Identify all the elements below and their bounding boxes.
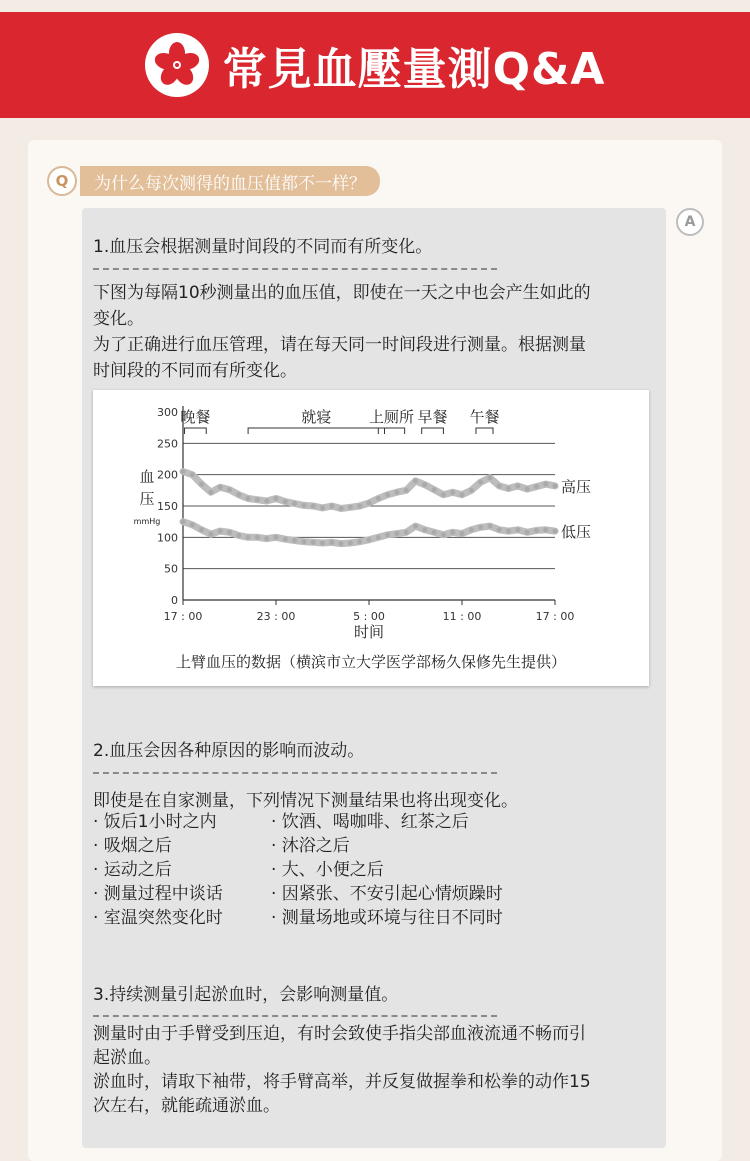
data-point bbox=[283, 499, 288, 504]
data-point bbox=[227, 487, 232, 492]
data-point bbox=[432, 530, 437, 535]
data-point bbox=[320, 540, 325, 545]
list-item: · 测量场地或环境与往日不同时 bbox=[271, 908, 503, 928]
data-point bbox=[264, 536, 269, 541]
data-point bbox=[190, 522, 195, 527]
data-point bbox=[469, 488, 474, 493]
list-item: · 饭后1小时之内 bbox=[93, 812, 217, 832]
data-point bbox=[208, 532, 213, 537]
data-point bbox=[441, 492, 446, 497]
section3-divider bbox=[93, 1015, 497, 1017]
data-point bbox=[525, 530, 530, 535]
data-point bbox=[320, 505, 325, 510]
data-point bbox=[385, 532, 390, 537]
section3-line: 次左右，就能疏通淤血。 bbox=[93, 1096, 280, 1116]
section3-line: 起淤血。 bbox=[93, 1048, 161, 1068]
data-point bbox=[525, 487, 530, 492]
data-point bbox=[292, 538, 297, 543]
section3-body bbox=[93, 1022, 653, 1118]
data-point bbox=[367, 500, 372, 505]
y-tick-label: 100 bbox=[157, 531, 178, 545]
section2-bullet-list bbox=[93, 810, 503, 930]
data-point bbox=[236, 492, 241, 497]
x-tick-label: 11 : 00 bbox=[442, 610, 482, 623]
period-bracket bbox=[422, 428, 444, 434]
data-point bbox=[339, 506, 344, 511]
section2-intro: 即使是在自家测量，下列情况下测量结果也将出现变化。 bbox=[93, 791, 518, 811]
data-point bbox=[208, 490, 213, 495]
data-point bbox=[329, 540, 334, 545]
question-label: 为什么每次测得的血压值都不一样？ bbox=[80, 166, 380, 196]
data-point bbox=[450, 490, 455, 495]
data-point bbox=[553, 483, 558, 488]
y-tick-label: 150 bbox=[157, 500, 178, 513]
data-point bbox=[478, 525, 483, 530]
section1-line: 为了正确进行血压管理，请在每天同一时间段进行测量。根据测量 bbox=[93, 335, 586, 355]
data-point bbox=[255, 535, 260, 540]
data-point bbox=[534, 528, 539, 533]
data-point bbox=[497, 527, 502, 532]
period-bracket bbox=[476, 428, 493, 434]
x-tick-label: 17 : 00 bbox=[535, 610, 575, 623]
data-point bbox=[264, 498, 269, 503]
data-point bbox=[255, 497, 260, 502]
data-point bbox=[515, 527, 520, 532]
data-point bbox=[376, 535, 381, 540]
data-point bbox=[274, 496, 279, 501]
data-point bbox=[311, 504, 316, 509]
section1-line: 时间段的不同而有所变化。 bbox=[93, 361, 297, 381]
period-label: 就寝 bbox=[301, 408, 332, 426]
data-point bbox=[497, 483, 502, 488]
data-point bbox=[543, 482, 548, 487]
y-tick-label: 250 bbox=[157, 437, 178, 451]
data-point bbox=[283, 537, 288, 542]
data-point bbox=[301, 539, 306, 544]
x-axis-label: 时间 bbox=[353, 623, 385, 641]
period-bracket bbox=[378, 428, 404, 434]
data-point bbox=[404, 530, 409, 535]
data-point bbox=[199, 482, 204, 487]
question-badge-icon: Q bbox=[47, 166, 77, 196]
data-point bbox=[394, 490, 399, 495]
data-point bbox=[292, 501, 297, 506]
series-label: 低压 bbox=[561, 523, 592, 542]
sakura-logo-icon bbox=[145, 33, 209, 97]
data-point bbox=[367, 537, 372, 542]
section1-heading: 1.血压会根据测量时间段的不同而有所变化。 bbox=[93, 237, 433, 257]
data-point bbox=[506, 529, 511, 534]
data-point bbox=[432, 487, 437, 492]
y-axis-unit: mmHg bbox=[133, 517, 161, 526]
section1-line: 下图为每隔10秒测量出的血压值，即使在一天之中也会产生如此的 bbox=[93, 283, 591, 303]
data-point bbox=[553, 529, 558, 534]
y-tick-label: 200 bbox=[157, 468, 178, 482]
data-point bbox=[450, 530, 455, 535]
y-tick-label: 50 bbox=[164, 562, 178, 576]
period-bracket bbox=[185, 428, 207, 434]
data-point bbox=[236, 533, 241, 538]
data-point bbox=[422, 527, 427, 532]
list-item: · 运动之后 bbox=[93, 860, 172, 880]
data-point bbox=[218, 529, 223, 534]
x-tick-label: 17 : 00 bbox=[163, 610, 203, 623]
data-point bbox=[469, 527, 474, 532]
section2-divider bbox=[93, 772, 497, 774]
x-tick-label: 23 : 00 bbox=[256, 610, 296, 623]
data-point bbox=[460, 492, 465, 497]
data-point bbox=[357, 539, 362, 544]
data-point bbox=[385, 492, 390, 497]
data-point bbox=[199, 527, 204, 532]
period-label: 上厕所 bbox=[368, 408, 414, 426]
series-label: 高压 bbox=[561, 477, 592, 496]
section3-line: 淤血时，请取下袖带，将手臂高举，并反复做握拳和松拳的动作15 bbox=[93, 1072, 591, 1092]
y-tick-label: 0 bbox=[171, 594, 178, 607]
data-point bbox=[227, 530, 232, 535]
data-point bbox=[357, 504, 362, 509]
list-item: · 测量过程中谈话 bbox=[93, 884, 223, 904]
section1-body bbox=[93, 280, 653, 384]
section3-heading: 3.持续测量引起淤血时，会影响测量值。 bbox=[93, 985, 399, 1005]
x-tick-label: 5 : 00 bbox=[353, 610, 385, 623]
page-title: 常見血壓量測Q&A bbox=[222, 44, 606, 95]
blood-pressure-chart-svg bbox=[93, 390, 649, 686]
data-point bbox=[311, 540, 316, 545]
section1-line: 变化。 bbox=[93, 309, 144, 329]
data-point bbox=[460, 531, 465, 536]
data-point bbox=[301, 503, 306, 508]
data-point bbox=[339, 541, 344, 546]
data-point bbox=[246, 496, 251, 501]
list-item: · 因紧张、不安引起心情烦躁时 bbox=[271, 884, 503, 904]
y-axis-label: 血 bbox=[139, 468, 155, 486]
data-point bbox=[274, 535, 279, 540]
period-label: 午餐 bbox=[469, 408, 500, 426]
list-item: · 大、小便之后 bbox=[271, 860, 384, 880]
section1-divider bbox=[93, 268, 497, 270]
data-point bbox=[190, 472, 195, 477]
list-item: · 沐浴之后 bbox=[271, 836, 350, 856]
blood-pressure-chart bbox=[93, 390, 649, 686]
data-point bbox=[543, 527, 548, 532]
data-point bbox=[487, 475, 492, 480]
data-point bbox=[413, 524, 418, 529]
answer-badge-icon: A bbox=[676, 208, 704, 236]
data-point bbox=[246, 535, 251, 540]
header-banner bbox=[0, 12, 750, 118]
list-item: · 室温突然变化时 bbox=[93, 908, 223, 928]
list-item: · 饮酒、喝咖啡、红茶之后 bbox=[271, 812, 469, 832]
data-point bbox=[422, 482, 427, 487]
data-point bbox=[376, 496, 381, 501]
data-point bbox=[506, 486, 511, 491]
data-point bbox=[404, 488, 409, 493]
data-point bbox=[478, 480, 483, 485]
period-bracket bbox=[248, 428, 384, 434]
data-point bbox=[534, 484, 539, 489]
data-point bbox=[218, 485, 223, 490]
data-point bbox=[487, 524, 492, 529]
y-axis-label: 压 bbox=[139, 490, 155, 508]
chart-caption: 上臂血压的数据（横滨市立大学医学部杨久保修先生提供） bbox=[175, 653, 567, 671]
data-point bbox=[413, 478, 418, 483]
section3-line: 测量时由于手臂受到压迫，有时会致使手指尖部血液流通不畅而引 bbox=[93, 1024, 586, 1044]
data-point bbox=[181, 469, 186, 474]
data-point bbox=[441, 532, 446, 537]
data-point bbox=[394, 531, 399, 536]
data-point bbox=[181, 519, 186, 524]
data-point bbox=[348, 505, 353, 510]
section2-heading: 2.血压会因各种原因的影响而波动。 bbox=[93, 741, 365, 761]
list-item: · 吸烟之后 bbox=[93, 836, 172, 856]
data-point bbox=[329, 504, 334, 509]
period-label: 晚餐 bbox=[180, 408, 211, 426]
period-label: 早餐 bbox=[417, 408, 448, 426]
data-point bbox=[348, 540, 353, 545]
y-tick-label: 300 bbox=[157, 406, 178, 419]
data-point bbox=[515, 483, 520, 488]
